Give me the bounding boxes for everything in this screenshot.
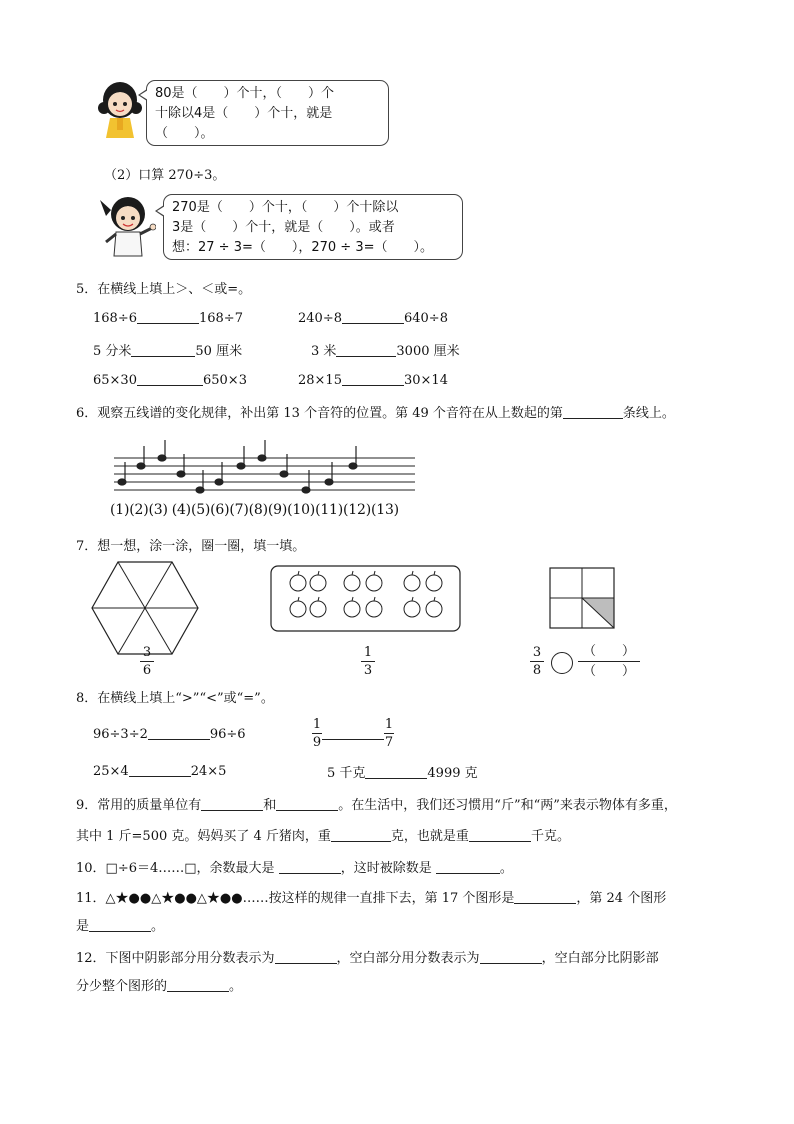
compare-circle[interactable] <box>551 652 573 674</box>
answer-blank[interactable] <box>137 371 203 386</box>
answer-blank[interactable] <box>480 949 542 964</box>
answer-blank[interactable] <box>129 762 191 777</box>
q7-title: 7．想一想，涂一涂，圈一圈，填一填。 <box>76 539 306 554</box>
answer-blank[interactable] <box>167 977 229 992</box>
answer-blank[interactable] <box>148 725 210 740</box>
q8-row-2-right: 5 千克 4999 克 <box>327 766 478 781</box>
apples-box <box>270 565 462 633</box>
q6-title: 6．观察五线谱的变化规律，补出第 13 个音符的位置。第 49 个音符在从上数起的第 条线上。 <box>76 406 675 421</box>
q5-row-2-left: 5 分米 50 厘米 <box>93 344 243 359</box>
answer-blank[interactable] <box>137 309 199 324</box>
answer-blank[interactable] <box>331 827 391 842</box>
fraction-3-8: 3 8 <box>530 645 544 678</box>
q12-line-1: 12．下图中阴影部分用分数表示为 ，空白部分用分数表示为 ，空白部分比阴影部 <box>76 951 659 966</box>
answer-blank[interactable] <box>342 309 404 324</box>
girl-illustration-2 <box>98 194 156 260</box>
answer-blank[interactable] <box>436 859 500 874</box>
answer-fraction[interactable]: （ ） （ ） <box>578 643 640 680</box>
q5-title: 5．在横线上填上＞、＜或=。 <box>76 282 252 297</box>
q5-row-1-right: 240÷8 640÷8 <box>298 311 448 326</box>
answer-blank[interactable] <box>279 859 341 874</box>
q12-line-2: 分少整个图形的 。 <box>76 979 243 994</box>
answer-blank[interactable] <box>336 342 396 357</box>
answer-blank[interactable] <box>322 725 384 740</box>
answer-blank[interactable] <box>89 917 151 932</box>
fraction-1-3: 1 3 <box>361 645 375 678</box>
answer-blank[interactable] <box>275 949 337 964</box>
q10: 10．□÷6＝4……□，余数最大是 ，这时被除数是 。 <box>76 861 513 876</box>
q5-row-3-left: 65×30 650×3 <box>93 373 247 388</box>
answer-blank[interactable] <box>131 342 195 357</box>
answer-blank[interactable] <box>365 764 427 779</box>
answer-blank[interactable] <box>563 404 623 419</box>
answer-blank[interactable] <box>342 371 404 386</box>
answer-blank[interactable] <box>514 889 576 904</box>
bubble-1-text: 80是（ ）个十，（ ）个 十除以4是（ ）个十，就是 （ ）。 <box>155 86 335 141</box>
q8-title: 8．在横线上填上“>”“<”或“=”。 <box>76 691 274 706</box>
q8-row-2-left: 25×4 24×5 <box>93 764 227 779</box>
part-2-label: （2）口算 270÷3。 <box>104 168 226 183</box>
answer-blank[interactable] <box>469 827 531 842</box>
bubble-2-text: 270是（ ）个十，（ ）个十除以 3是（ ）个十，就是（ ）。或者 想：27 ÷ 3=（ ），270 ÷ 3=（ ）。 <box>172 200 433 255</box>
q11-line-1: 11．△★●●△★●●△★●●……按这样的规律一直排下去，第 17 个图形是 ，第 24 个图形 <box>76 891 667 906</box>
fraction-1-7: 1 7 <box>384 717 394 750</box>
answer-blank[interactable] <box>276 796 338 811</box>
hexagon-figure <box>90 560 200 656</box>
note-labels: (1)(2)(3) (4)(5)(6)(7)(8)(9)(10)(11)(12)(13) <box>110 502 399 518</box>
fraction-1-9: 1 9 <box>312 717 322 750</box>
speech-bubble-1 <box>146 80 389 146</box>
speech-bubble-2 <box>163 194 463 260</box>
q5-row-3-right: 28×15 30×14 <box>298 373 448 388</box>
answer-blank[interactable] <box>201 796 263 811</box>
q5-row-1-left: 168÷6 168÷7 <box>93 311 243 326</box>
q9-line-2: 其中 1 斤=500 克。妈妈买了 4 斤猪肉，重 克，也就是重 千克。 <box>76 829 570 844</box>
q5-row-2-right: 3 米 3000 厘米 <box>311 344 460 359</box>
q8-row-1-left: 96÷3÷2 96÷6 <box>93 727 246 742</box>
music-staff <box>110 440 420 504</box>
girl-illustration <box>98 78 142 140</box>
q9-line-1: 9．常用的质量单位有 和 。在生活中，我们还习惯用“斤”和“两”来表示物体有多重， <box>76 798 677 813</box>
square-figure <box>548 566 616 630</box>
q11-line-2: 是 。 <box>76 919 165 934</box>
fraction-3-6: 3 6 <box>140 645 154 678</box>
